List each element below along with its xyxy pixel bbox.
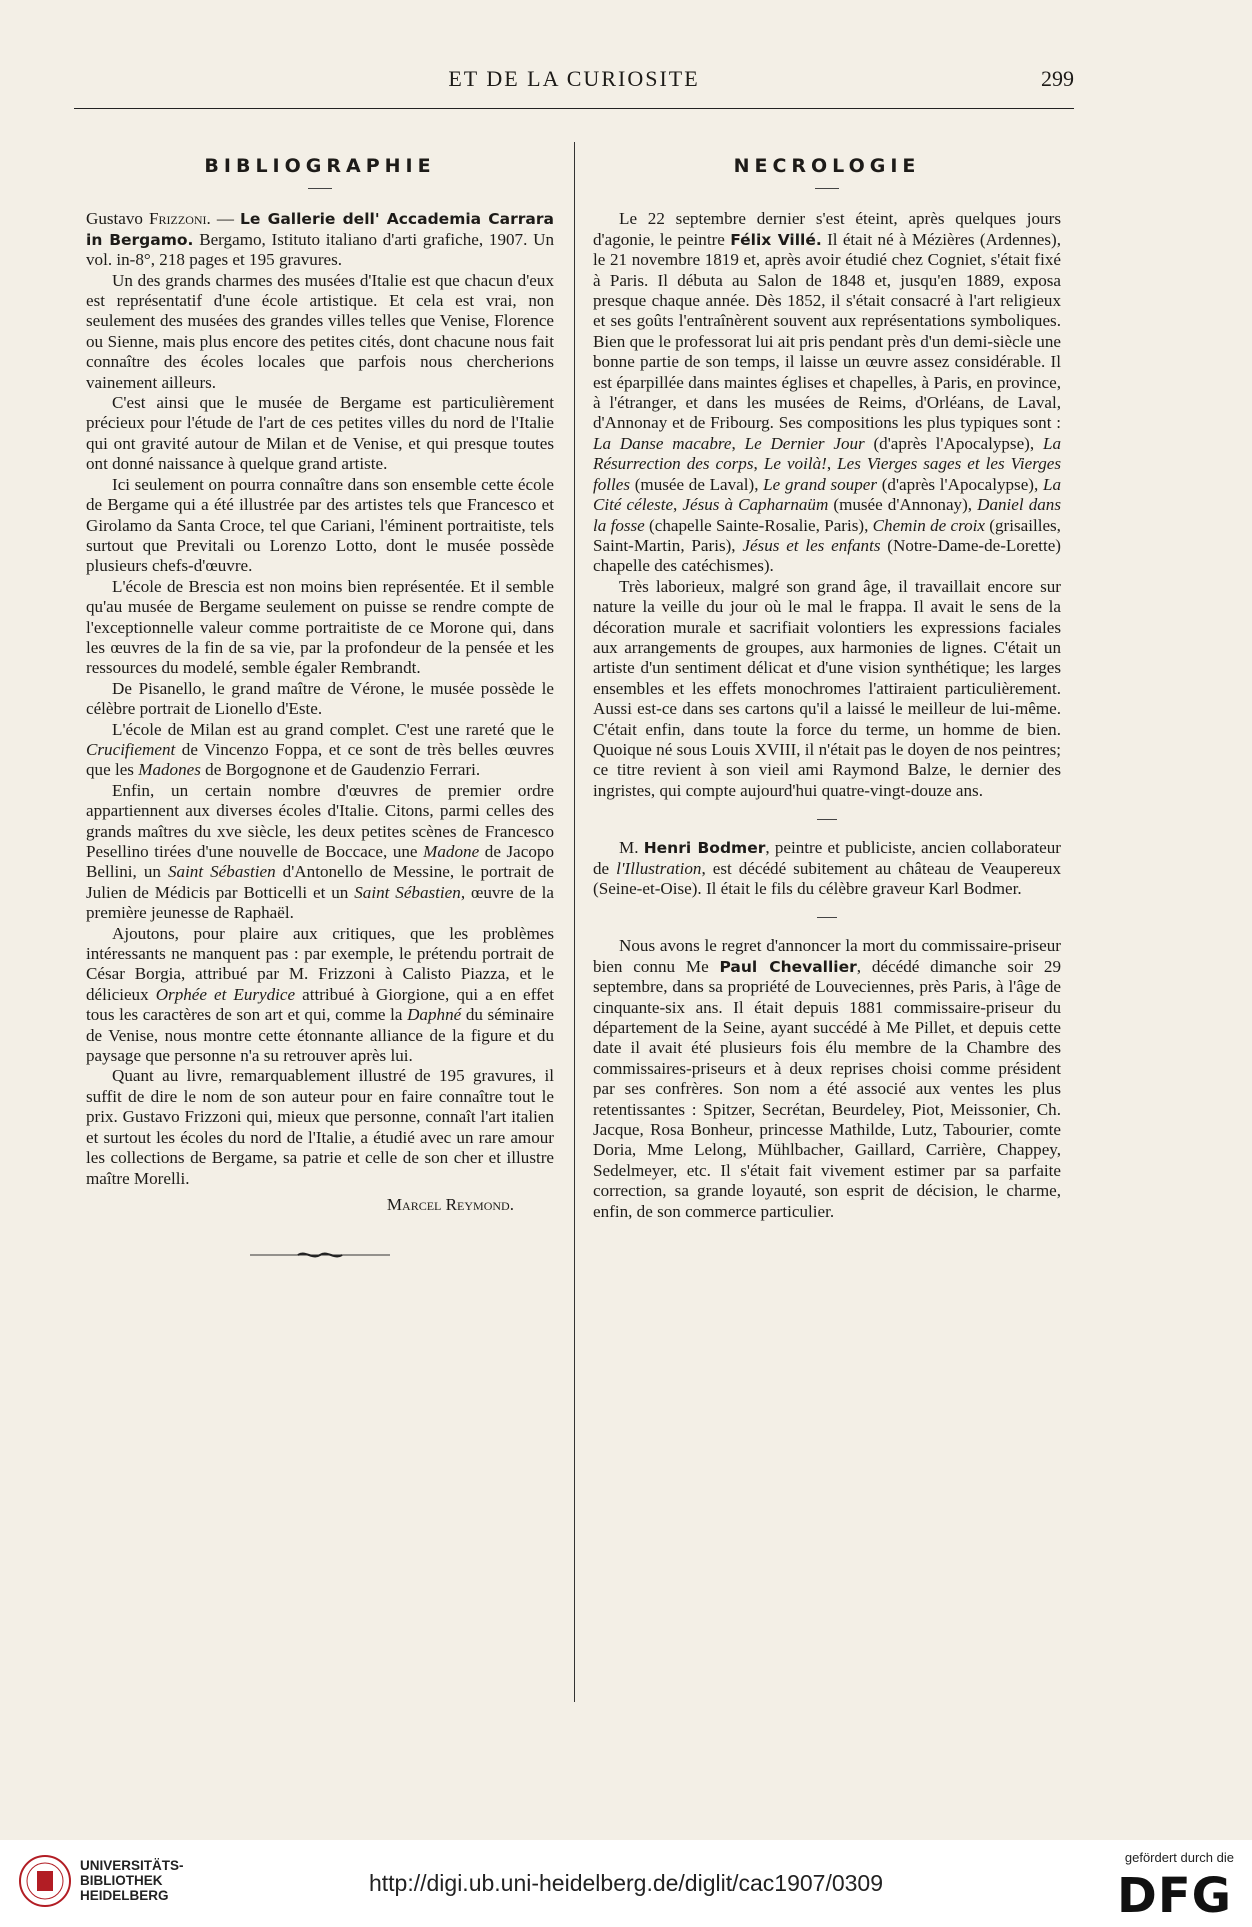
source-url[interactable]: http://digi.ub.uni-heidelberg.de/diglit/cac1907/0309 (368, 1870, 884, 1896)
paragraph: Nous avons le regret d'annoncer la mort du commissaire-priseur bien connu Me Paul Chevallier, décédé dimanche soir 29 septembre, dans sa propriété de Louveciennes, près Paris, à l'âge de cinquante-six ans. Il était depuis 1881 commissaire-priseur du département de la Seine, ayant succédé à Me Pillet, et depuis cette date il avait été plusieurs fois élu membre de la Chambre des commissaires-priseurs et à deux reprises choisi comme président par ses confrères. Son nom a été associé aux ventes les plus retentissantes : Spitzer, Secrétan, Beurdeley, Piot, Meissonier, Ch. Jacque, Rosa Bonheur, princesse Mathilde, Lutz, Tabourier, comte Doria, Mme Lelong, Mühlbacher, Gaillard, Carrière, Chappey, Sedelmeyer, etc. Il s'était fait vivement estimer par sa parfaite correction, sa grande loyauté, son esprit de décision, le charme, enfin, de son commerce particulier. (593, 936, 1061, 1221)
digitization-footer (0, 1840, 1252, 1927)
dfg-logo: DFG (1116, 1868, 1232, 1924)
paragraph: Ajoutons, pour plaire aux critiques, que les problèmes intéressants ne manquent pas : par exemple, le prétendu portrait de César Borgia, attribué par M. Frizzoni à Calisto Piazza, et le délicieux Orphée et Eurydice attribué à Giorgione, qui a en effet tous les caractères de son art et qui, comme la Daphné du séminaire de Venise, nous montre cette étonnante alliance de la figure et du paysage que personne n'a su retrouver après lui. (86, 923, 554, 1066)
end-ornament (86, 1245, 554, 1265)
entry-author-first: Gustavo (86, 209, 143, 229)
paragraph: Enfin, un certain nombre d'œuvres de premier ordre appartiennent aux diverses écoles d'Italie. Citons, parmi celles des grands maîtres du xve siècle, les deux petites scènes de Francesco Pesellino tirées d'une nouvelle de Boccace, une Madone de Jacopo Bellini, un Saint Sébastien d'Antonello de Messine, le portrait de Julien de Médicis par Botticelli et un Saint Sébastien, œuvre de la première jeunesse de Raphaël. (86, 780, 554, 923)
artwork-title: Madone (423, 842, 480, 861)
column-divider (574, 142, 575, 1702)
left-column (86, 150, 554, 1266)
artwork-title: Orphée et Eurydice (155, 984, 296, 1004)
page-number: 299 (1041, 66, 1074, 91)
artwork-title: Madones (138, 760, 201, 780)
heading-rule (815, 188, 839, 189)
funded-by-label: gefördert durch die (1124, 1850, 1234, 1865)
right-column (593, 150, 1061, 1222)
artwork-title: Daphné (407, 1005, 462, 1025)
paragraph: L'école de Milan est au grand complet. C'est une rareté que le Crucifiement de Vincenzo Foppa, et ce sont de très belles œuvres que les Madones de Borgognone et de Gaudenzio Ferrari. (86, 719, 554, 780)
paragraph: Très laborieux, malgré son grand âge, il travaillait encore sur nature la veille du jour où le mal le frappa. Il avait le sens de la décoration murale et sacrifiait volontiers les expressions faciales aux arrangements de groupes, aux harmonies de lignes. C'était un artiste d'un sentiment délicat et d'une vision synthétique; les larges ensembles et les effets monochromes l'attiraient particulièrement. Aussi est-ce dans ses cartons qu'il a laissé le meilleur de lui-même. C'était enfin, dans toute la force du terme, un homme de bien. Quoique né sous Louis XVIII, il n'était pas le doyen de nos peintres; ce titre revient à son vieil ami Raymond Balze, le dernier des ingristes, qui compte aujourd'hui quatre-vingt-douze ans. (593, 576, 1061, 800)
artwork-title: Saint Sébastien (354, 882, 461, 902)
running-title: ET DE LA CURIOSITE (448, 66, 700, 91)
paragraph: Un des grands charmes des musées d'Italie est que chacun d'eux est représentatif d'une école artistique. Et cela est vrai, non seulement des musées des grandes villes telles que Venise, Florence ou Sienne, mais plus encore des petites cités, dont chacune nous fait connaître des écoles locales que parfois nous chercherions vainement ailleurs. (86, 270, 554, 392)
ornament-flourish-icon (250, 1250, 390, 1260)
institution-name: UNIVERSITÄTS- BIBLIOTHEK HEIDELBERG (80, 1858, 184, 1903)
artwork-title: Saint Sébastien (167, 862, 276, 882)
person-name: Félix Villé. (730, 230, 822, 249)
necrologie-heading: NECROLOGIE (733, 155, 921, 177)
paragraph: Le 22 septembre dernier s'est éteint, après quelques jours d'agonie, le peintre Félix Villé. Il était né à Mézières (Ardennes), le 21 novembre 1819 et, après avoir étudié chez Cogniet, s'était fixé à Paris. Il débuta au Salon de 1848 et, jusqu'en 1889, exposa presque chaque année. Dès 1852, il s'était consacré à l'art religieux et ses goûts l'entraînèrent souvent aux représentations symboliques. Bien que le professorat lui ait pris pendant près d'un demi-siècle une bonne partie de son temps, il laisse un œuvre assez considérable. Il est éparpillée dans maintes églises et chapelles, à Paris, en province, à l'étranger, et dans les musées de Reims, d'Orléans, de Laval, d'Annonay et de Fribourg. Ses compositions les plus typiques sont : La Danse macabre, Le Dernier Jour (d'après l'Apocalypse), La Résurrection des corps, Le voilà!, Les Vierges sages et les Vierges folles (musée de Laval), Le grand souper (d'après l'Apocalypse), La Cité céleste, Jésus à Capharnaüm (musée d'Annonay), Daniel dans la fosse (chapelle Sainte-Rosalie, Paris), Chemin de croix (grisailles, Saint-Martin, Paris), Jésus et les enfants (Notre-Dame-de-Lorette) chapelle des catéchismes). (593, 209, 1062, 576)
entry-dash: — (216, 209, 234, 229)
section-separator (817, 917, 837, 918)
entry-author-last: Frizzoni. (149, 209, 211, 229)
page-header (74, 66, 1074, 102)
paragraph: Quant au livre, remarquablement illustré de 195 gravures, il suffit de dire le nom de son auteur pour en faire connaître tout le prix. Gustavo Frizzoni qui, mieux que personne, connaît l'art italien et surtout les écoles du nord de l'Italie, a étudié avec un rare amour les collections de Bergame, sa patrie et celle de son cher et illustre maître Morelli. (86, 1066, 554, 1188)
bibliographie-heading: BIBLIOGRAPHIE (204, 155, 436, 177)
header-rule (74, 108, 1074, 109)
person-name: Paul Chevallier (719, 957, 857, 976)
author-signature: Marcel Reymond. (386, 1194, 514, 1214)
paragraph: Ici seulement on pourra connaître dans son ensemble cette école de Bergame qui a été illustrée par des artistes tels que Francesco et Girolamo da Santa Croce, tel que Cariani, l'éminent portraitiste, tels surtout que Previtali ou Lorenzo Lotto, dont le musée possède plusieurs chefs-d'œuvre. (86, 474, 554, 576)
paragraph: M. Henri Bodmer, peintre et publiciste, ancien collaborateur de l'Illustration, est décédé subitement au château de Veaupereux (Seine-et-Oise). Il était le fils du célèbre graveur Karl Bodmer. (593, 838, 1061, 898)
entry-details: Bergamo, Istituto italiano d'arti grafiche, 1907. Un vol. in-8°, 218 pages et 195 gravures. (86, 229, 554, 270)
person-name: Henri Bodmer (643, 839, 766, 858)
section-separator (817, 819, 837, 820)
paragraph: L'école de Brescia est non moins bien représentée. Et il semble qu'au musée de Bergame seulement on puisse se rendre compte de l'exceptionnelle valeur comme portraitiste de ce Morone qui, dans les œuvres de la fin de sa vie, par la profondeur de la pensée et les ressources du modelé, semble égaler Rembrandt. (86, 576, 554, 678)
paragraph: De Pisanello, le grand maître de Vérone, le musée possède le célèbre portrait de Lionello d'Este. (86, 678, 554, 719)
paragraph: C'est ainsi que le musée de Bergame est particulièrement précieux pour l'étude de l'art de ces petites villes du nord de l'Italie qui ont gravité autour de Milan et de Venise, et qui presque toutes ont donné naissance à quelque grand artiste. (86, 393, 554, 474)
entry-book-title: Le Gallerie dell' Accademia Carrara in Bergamo. (86, 210, 554, 249)
heading-rule (308, 188, 332, 189)
bibliography-entry (86, 209, 554, 270)
artwork-title: Crucifiement (86, 739, 176, 759)
